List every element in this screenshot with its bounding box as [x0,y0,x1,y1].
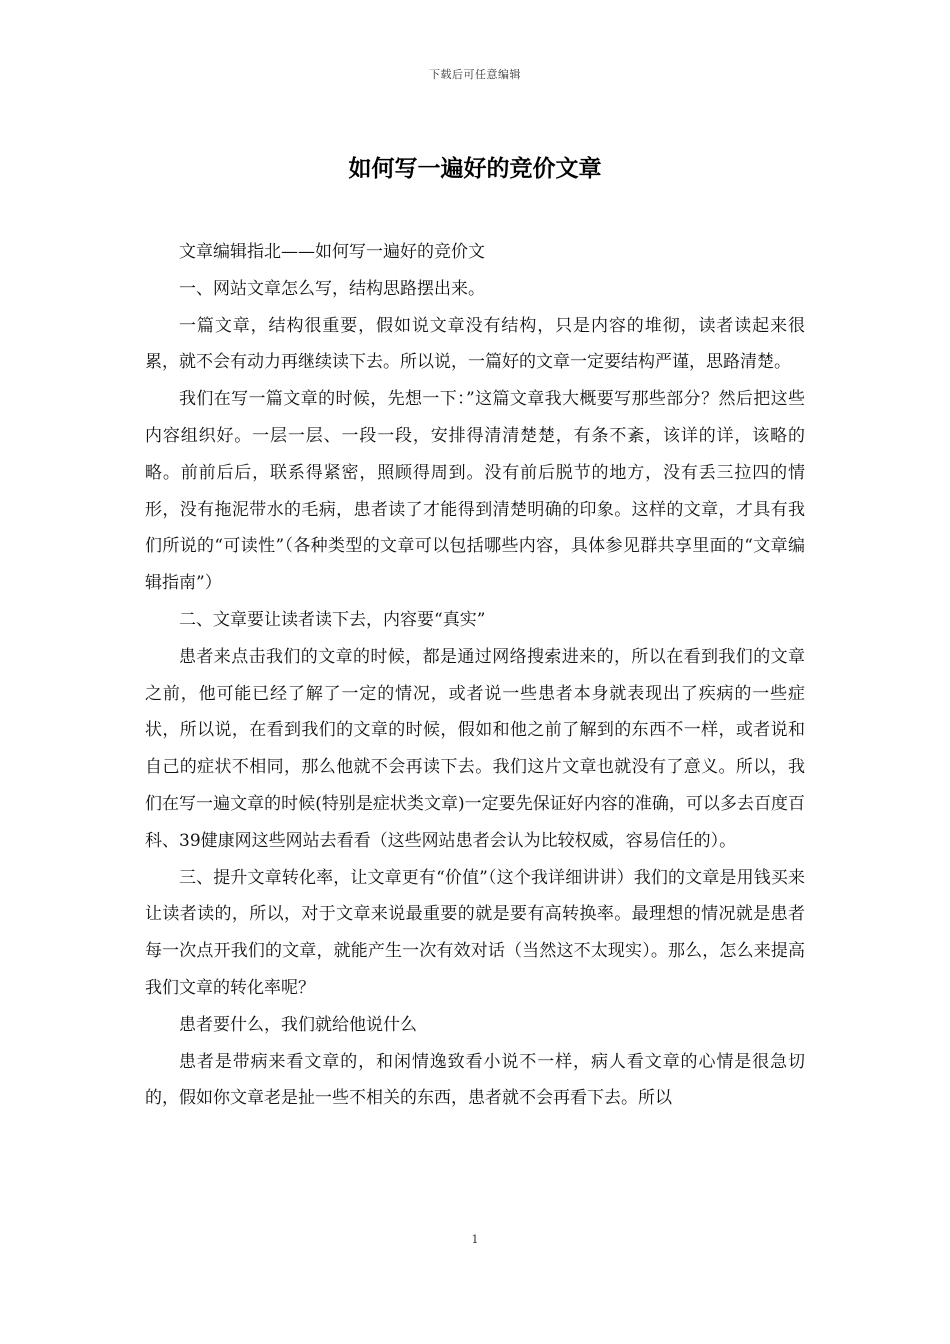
document-title: 如何写一遍好的竞价文章 [348,155,602,182]
document-body [145,234,805,1117]
paragraph: 患者是带病来看文章的，和闲情逸致看小说不一样，病人看文章的心情是很急切的，假如你文章老是扯一些不相关的东西，患者就不会再看下去。所以 [145,1051,805,1109]
paragraph-heading-3: 三、提升文章转化率，让文章更有“价值”（这个我详细讲讲）我们的文章是用钱买来让读者读的，所以，对于文章来说最重要的就是要有高转换率。最理想的情况就是患者每一次点开我们的文章，就能产生一次有效对话（当然这不太现实）。那么，怎么来提高我们文章的转化率呢？ [145,867,805,998]
page-number: 1 [471,1233,479,1246]
paragraph: 我们在写一篇文章的时候，先想一下：”这篇文章我大概要写那些部分？然后把这些内容组织好。一层一层、一段一段，安排得清清楚楚，有条不紊，该详的详，该略的略。前前后后，联系得紧密，照顾得周到。没有前后脱节的地方，没有丢三拉四的情形，没有拖泥带水的毛病，患者读了才能得到清楚明确的印象。这样的文章，才具有我们所说的“可读性”（各种类型的文章可以包括哪些内容，具体参见群共享里面的“文章编辑指南”） [145,389,805,594]
paragraph-heading-2: 二、文章要让读者读下去，内容要“真实” [179,609,486,630]
paragraph-subtitle: 文章编辑指北——如何写一遍好的竞价文 [179,242,485,262]
paragraph: 患者来点击我们的文章的时候，都是通过网络搜索进来的，所以在看到我们的文章之前，他可能已经了解了一定的情况，或者说一些患者本身就表现出了疾病的一些症状，所以说，在看到我们的文章的时候，假如和他之前了解到的东西不一样，或者说和自己的症状不相同，那么他就不会再读下去。我们这片文章也就没有了意义。所以，我们在写一遍文章的时候(特别是症状类文章)一定要先保证好内容的准确，可以多去百度百科、39健康网这些网站去看看（这些网站患者会认为比较权威，容易信任的）。 [145,646,805,851]
paragraph-heading-1: 一、网站文章怎么写，结构思路摆出来。 [179,278,485,299]
paragraph: 一篇文章，结构很重要，假如说文章没有结构，只是内容的堆彻，读者读起来很累，就不会有动力再继续读下去。所以说，一篇好的文章一定要结构严谨，思路清楚。 [145,315,805,373]
paragraph-subheading: 患者要什么，我们就给他说什么 [179,1014,417,1035]
header-note: 下载后可任意编辑 [429,68,521,81]
